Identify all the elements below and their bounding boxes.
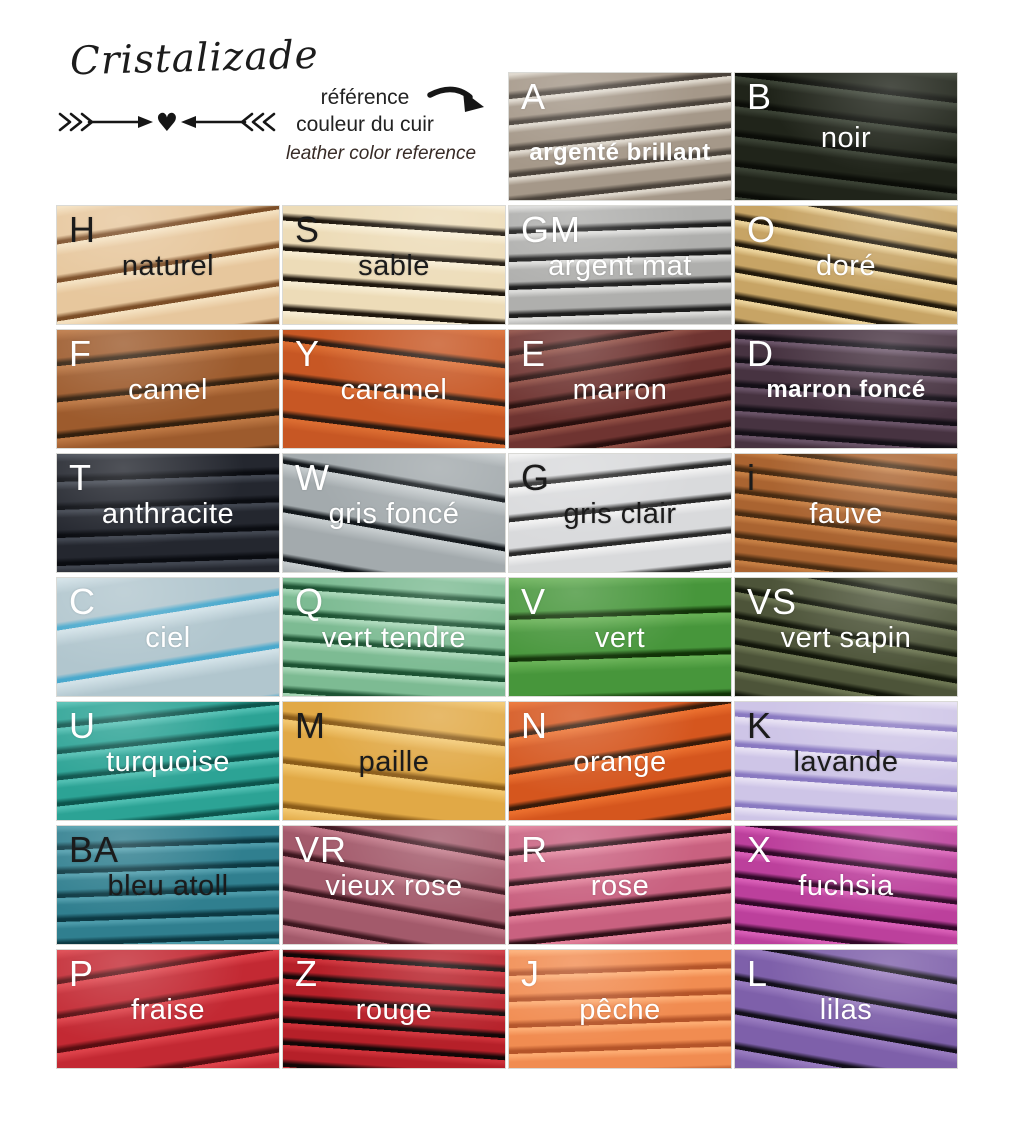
- swatch-h: [57, 206, 279, 324]
- swatch-l: [735, 950, 957, 1068]
- swatch-code: R: [521, 829, 548, 870]
- swatch-r: [509, 826, 731, 944]
- swatch-x: [735, 826, 957, 944]
- swatch-t: [57, 454, 279, 572]
- swatch-code: L: [747, 953, 769, 994]
- swatch-p: [57, 950, 279, 1068]
- swatch-name: bleu atoll: [107, 869, 229, 902]
- swatch-w: [283, 454, 505, 572]
- reference-subtitle-en: leather color reference: [285, 143, 477, 164]
- swatch-name: marron foncé: [766, 376, 926, 404]
- swatch-c: [57, 578, 279, 696]
- swatch-m: [283, 702, 505, 820]
- swatch-v: [509, 578, 731, 696]
- swatch-name: rouge: [355, 993, 433, 1026]
- brand-logo: Cristalizade: [69, 32, 320, 85]
- reference-line1: référence: [320, 86, 410, 109]
- swatch-o: [735, 206, 957, 324]
- swatch-code: VS: [747, 581, 798, 622]
- swatch-g: [509, 454, 731, 572]
- swatch-name: sable: [358, 249, 430, 282]
- swatch-code: K: [747, 705, 773, 746]
- svg-text:♥: ♥: [155, 108, 179, 137]
- swatch-gm: [509, 206, 731, 324]
- swatch-code: V: [521, 581, 547, 622]
- reference-line2: couleur du cuir: [296, 113, 434, 136]
- swatch-name: turquoise: [106, 745, 230, 778]
- swatch-name: anthracite: [101, 497, 235, 530]
- swatch-name: argenté brillant: [529, 138, 711, 166]
- swatch-name: argent mat: [548, 249, 692, 282]
- swatch-name: camel: [128, 373, 208, 406]
- swatch-y: [283, 330, 505, 448]
- swatch-code: B: [747, 76, 773, 117]
- swatch-name: vieux rose: [325, 869, 463, 902]
- swatch-code: GM: [521, 209, 581, 250]
- swatch-i: [735, 454, 957, 572]
- swatch-name: vert sapin: [780, 621, 912, 654]
- swatch-code: D: [747, 333, 774, 374]
- swatch-vs: [735, 578, 957, 696]
- swatch-code: U: [69, 705, 96, 746]
- header-spacer: [57, 73, 505, 200]
- swatch-code: Z: [295, 953, 318, 994]
- swatch-grid: [57, 73, 957, 1068]
- swatch-name: rose: [590, 869, 650, 902]
- swatch-n: [509, 702, 731, 820]
- swatch-code: F: [69, 333, 92, 374]
- swatch-code: J: [521, 953, 540, 994]
- swatch-name: orange: [573, 745, 667, 778]
- swatch-code: N: [521, 705, 548, 746]
- swatch-name: fauve: [809, 497, 883, 530]
- swatch-d: [735, 330, 957, 448]
- swatch-code: C: [69, 581, 96, 622]
- swatch-name: pêche: [579, 993, 661, 1026]
- swatch-name: lavande: [793, 745, 899, 778]
- swatch-name: gris clair: [563, 497, 677, 530]
- swatch-code: A: [521, 76, 547, 117]
- swatch-name: vert: [594, 621, 646, 654]
- swatch-code: BA: [69, 829, 120, 870]
- swatch-name: caramel: [340, 373, 448, 406]
- swatch-code: Y: [295, 333, 321, 374]
- swatch-name: gris foncé: [328, 497, 460, 530]
- swatch-name: fraise: [131, 993, 205, 1026]
- swatch-e: [509, 330, 731, 448]
- swatch-code: T: [69, 457, 92, 498]
- swatch-z: [283, 950, 505, 1068]
- swatch-name: ciel: [145, 621, 191, 654]
- swatch-code: G: [521, 457, 551, 498]
- swatch-code: E: [521, 333, 547, 374]
- swatch-code: M: [295, 705, 326, 746]
- swatch-j: [509, 950, 731, 1068]
- swatch-name: fuchsia: [798, 869, 894, 902]
- swatch-b: [735, 73, 957, 200]
- swatch-code: i: [747, 457, 756, 498]
- swatch-code: Q: [295, 581, 325, 622]
- swatch-s: [283, 206, 505, 324]
- swatch-code: X: [747, 829, 773, 870]
- swatch-code: VR: [295, 829, 348, 870]
- swatch-name: noir: [820, 121, 872, 154]
- swatch-code: O: [747, 209, 777, 250]
- swatch-name: doré: [815, 249, 877, 282]
- swatch-code: W: [295, 457, 330, 498]
- swatch-k: [735, 702, 957, 820]
- swatch-name: lilas: [819, 993, 873, 1026]
- swatch-ba: [57, 826, 279, 944]
- swatch-q: [283, 578, 505, 696]
- swatch-name: marron: [572, 373, 668, 406]
- swatch-code: P: [69, 953, 95, 994]
- swatch-name: vert tendre: [321, 621, 467, 654]
- swatch-code: H: [69, 209, 96, 250]
- swatch-u: [57, 702, 279, 820]
- swatch-name: naturel: [121, 249, 215, 282]
- swatch-f: [57, 330, 279, 448]
- swatch-a: [509, 73, 731, 200]
- swatch-name: paille: [358, 745, 430, 778]
- swatch-code: S: [295, 209, 321, 250]
- swatch-vr: [283, 826, 505, 944]
